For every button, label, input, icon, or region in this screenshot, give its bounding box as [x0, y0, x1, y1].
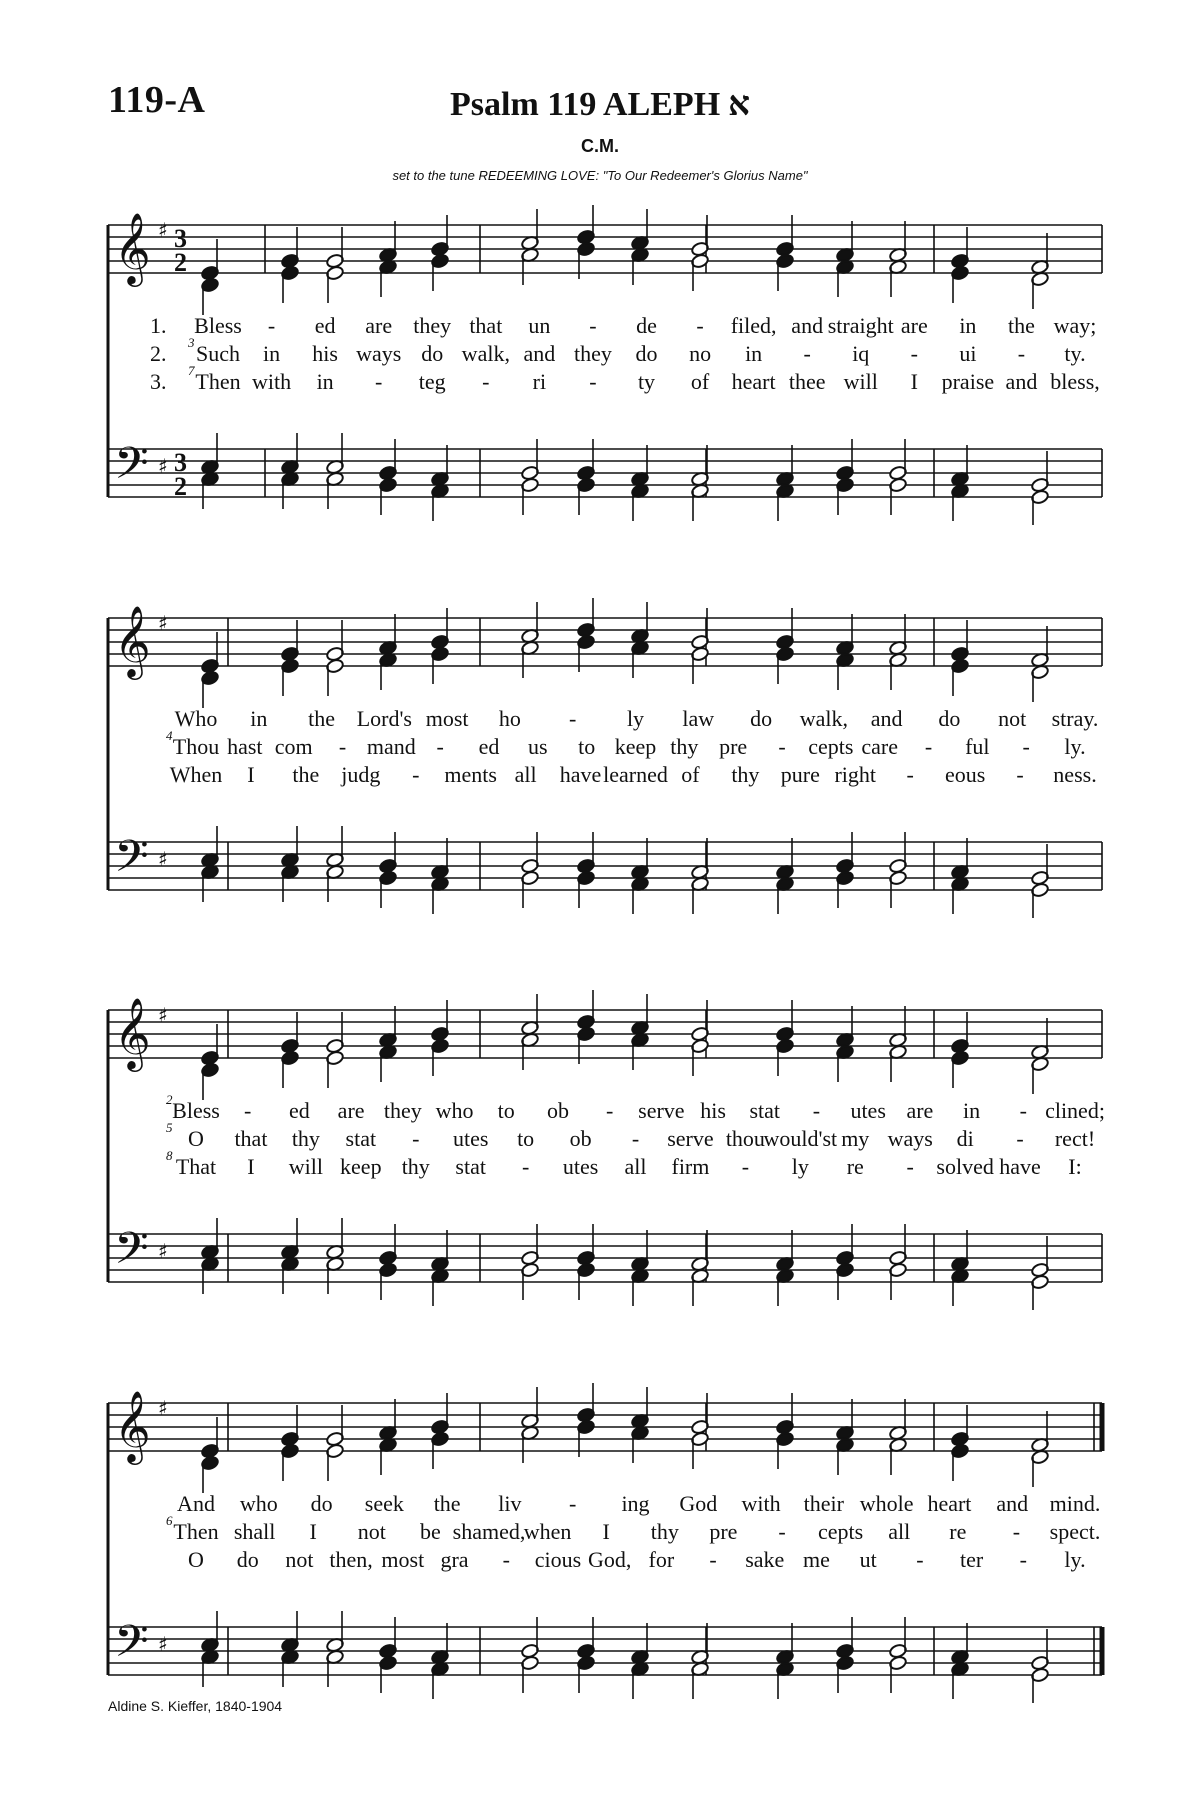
lyric-syllable: most [381, 1547, 425, 1572]
lyric-syllable: not [357, 1519, 386, 1544]
lyric-syllable: And [177, 1491, 215, 1516]
treble-time-signature-digit: 2 [174, 248, 187, 277]
lyric-syllable: O [188, 1126, 204, 1151]
lyric-line-1 [0, 313, 1200, 343]
lyric-syllable: who [435, 1098, 474, 1123]
lyric-syllable: ly. [1064, 734, 1086, 759]
lyric-syllable: I [910, 369, 918, 394]
lyric-syllable: seek [364, 1491, 404, 1516]
lyric-syllable: mand [366, 734, 416, 759]
lyric-syllable: firm [671, 1154, 710, 1179]
syllable-hyphen: - [803, 341, 811, 366]
lyric-syllable: Lord's [356, 706, 412, 731]
verse-number: 1. [150, 313, 167, 338]
syllable-hyphen: - [605, 1098, 614, 1123]
lyric-syllable: are [906, 1098, 934, 1123]
lyric-syllable: eous [944, 762, 986, 787]
lyric-syllable: Who [174, 706, 218, 731]
lyric-syllable: the [433, 1491, 461, 1516]
lyric-syllable: I [247, 762, 255, 787]
lyric-line-1 [0, 706, 1200, 736]
lyric-syllable: Bless [194, 313, 242, 338]
syllable-hyphen: - [521, 1154, 530, 1179]
lyric-syllable: ways [887, 1126, 933, 1151]
lyric-syllable: shall [233, 1519, 276, 1544]
syllable-hyphen: - [267, 313, 276, 338]
lyric-line-3 [0, 1547, 1200, 1577]
lyric-syllable: utes [562, 1154, 599, 1179]
lyric-syllable: thy [670, 734, 699, 759]
lyric-syllable: ty. [1064, 341, 1086, 366]
lyric-syllable: I: [1068, 1154, 1082, 1179]
lyric-syllable: of [690, 369, 710, 394]
lyric-syllable: in [959, 313, 977, 338]
lyric-syllable: Bless [172, 1098, 220, 1123]
lyric-syllable: keep [614, 734, 657, 759]
verse-superscript: 8 [166, 1148, 173, 1163]
syllable-hyphen: - [778, 1519, 786, 1544]
hymn-title [0, 86, 1200, 124]
lyric-syllable: pre [709, 1519, 738, 1544]
lyric-syllable: God, [587, 1547, 632, 1572]
lyric-syllable: have [559, 762, 602, 787]
verse-superscript: 3 [188, 335, 195, 350]
lyric-syllable: cepts [817, 1519, 864, 1544]
sharp-icon: ♯ [158, 1003, 168, 1027]
lyric-syllable: walk, [461, 341, 510, 366]
lyric-syllable: liv [498, 1491, 522, 1516]
lyric-syllable: for [648, 1547, 675, 1572]
lyric-syllable: spect. [1049, 1519, 1101, 1544]
lyric-syllable: will [843, 369, 878, 394]
lyric-syllable: Then [195, 369, 241, 394]
verse-number: 2. [150, 341, 167, 366]
lyric-syllable: and [996, 1491, 1029, 1516]
lyric-syllable: ri [532, 369, 547, 394]
lyric-syllable: have [999, 1154, 1041, 1179]
lyric-syllable: learned [603, 762, 668, 787]
lyric-syllable: me [803, 1547, 830, 1572]
lyric-syllable: ob [569, 1126, 592, 1151]
lyric-syllable: heart [927, 1491, 972, 1516]
lyric-syllable: thy [401, 1154, 430, 1179]
lyric-syllable: law [682, 706, 715, 731]
lyric-syllable: cepts [808, 734, 854, 759]
lyric-syllable: most [425, 706, 469, 731]
syllable-hyphen: - [1019, 1547, 1027, 1572]
lyric-syllable: Such [196, 341, 240, 366]
lyric-syllable: mind. [1049, 1491, 1101, 1516]
lyric-syllable: us [528, 734, 548, 759]
lyric-syllable: ly. [1064, 1547, 1086, 1572]
bass-time-signature-digit: 3 [174, 448, 187, 477]
lyric-syllable: thou [725, 1126, 765, 1151]
lyric-line-2 [0, 335, 1200, 371]
lyric-syllable: and [523, 341, 556, 366]
lyric-syllable: are [365, 313, 393, 338]
lyric-syllable: thy [650, 1519, 679, 1544]
lyric-syllable: all [888, 1519, 911, 1544]
sharp-icon: ♯ [158, 1632, 168, 1656]
lyric-syllable: I [309, 1519, 317, 1544]
lyric-syllable: do [750, 706, 773, 731]
music-system-2 [0, 598, 1200, 918]
sharp-icon: ♯ [158, 1396, 168, 1420]
lyric-syllable: with [741, 1491, 781, 1516]
lyric-syllable: ut [859, 1547, 877, 1572]
lyric-syllable: not [998, 706, 1027, 731]
lyric-syllable: ing [621, 1491, 650, 1516]
bass-clef-icon: 𝄢 [114, 437, 149, 500]
lyric-syllable: re [949, 1519, 967, 1544]
lyric-line-3 [0, 363, 1200, 399]
lyric-syllable: ob [546, 1098, 569, 1123]
lyric-syllable: praise [941, 369, 995, 394]
syllable-hyphen: - [338, 734, 347, 759]
verse-superscript: 6 [166, 1513, 173, 1528]
lyric-syllable: ed [289, 1098, 310, 1123]
lyric-syllable: I [247, 1154, 255, 1179]
lyric-syllable: ui [959, 341, 977, 366]
syllable-hyphen: - [709, 1547, 717, 1572]
lyric-syllable: ful [965, 734, 990, 759]
lyric-syllable: ter [959, 1547, 984, 1572]
lyric-syllable: in [316, 369, 334, 394]
hymn-title-text: Psalm 119 ALEPH [450, 86, 721, 123]
lyric-syllable: stat [455, 1154, 486, 1179]
lyric-syllable: hast [227, 734, 263, 759]
lyric-syllable: in [745, 341, 763, 366]
syllable-hyphen: - [589, 369, 597, 394]
syllable-hyphen: - [1022, 734, 1030, 759]
lyric-syllable: iq [852, 341, 870, 366]
treble-clef-icon: 𝄞 [114, 211, 151, 284]
treble-time-signature-digit: 3 [174, 224, 187, 253]
lyric-line-2 [0, 1513, 1200, 1549]
lyric-syllable: filed, [730, 313, 777, 338]
lyric-line-3 [0, 1148, 1200, 1184]
syllable-hyphen: - [812, 1098, 821, 1123]
lyric-syllable: serve [638, 1098, 685, 1123]
lyric-syllable: O [188, 1547, 204, 1572]
lyric-syllable: When [169, 762, 223, 787]
lyric-syllable: when [523, 1519, 572, 1544]
lyric-syllable: pure [780, 762, 820, 787]
lyric-syllable: re [846, 1154, 864, 1179]
syllable-hyphen: - [906, 762, 914, 787]
syllable-hyphen: - [924, 734, 933, 759]
lyric-syllable: his [312, 341, 338, 366]
verse-superscript: 7 [188, 363, 195, 378]
treble-clef-icon: 𝄞 [114, 996, 151, 1069]
lyric-syllable: their [803, 1491, 845, 1516]
lyric-syllable: do [938, 706, 961, 731]
lyric-syllable: I [602, 1519, 610, 1544]
bass-clef-icon: 𝄢 [114, 1615, 149, 1678]
lyric-syllable: of [681, 762, 700, 787]
lyric-syllable: who [239, 1491, 278, 1516]
sharp-icon: ♯ [158, 847, 168, 871]
lyric-syllable: do [236, 1547, 259, 1572]
lyric-syllable: de [636, 313, 657, 338]
lyric-syllable: that [234, 1126, 268, 1151]
lyric-syllable: shamed, [452, 1519, 526, 1544]
syllable-hyphen: - [916, 1547, 924, 1572]
sharp-icon: ♯ [158, 1239, 168, 1263]
lyric-syllable: thy [731, 762, 760, 787]
music-system-3 [0, 990, 1200, 1310]
syllable-hyphen: - [1017, 341, 1026, 366]
syllable-hyphen: - [569, 706, 577, 731]
lyric-syllable: God [679, 1491, 718, 1516]
lyric-syllable: be [420, 1519, 441, 1544]
lyric-syllable: all [514, 762, 537, 787]
syllable-hyphen: - [778, 734, 786, 759]
lyric-syllable: utes [452, 1126, 489, 1151]
bass-clef-icon: 𝄢 [114, 1222, 149, 1285]
lyric-syllable: to [578, 734, 596, 759]
lyric-syllable: no [689, 341, 712, 366]
sharp-icon: ♯ [158, 454, 168, 478]
lyric-syllable: clined; [1045, 1098, 1105, 1123]
syllable-hyphen: - [569, 1491, 577, 1516]
lyric-line-2 [0, 728, 1200, 764]
lyric-syllable: walk, [799, 706, 848, 731]
lyric-syllable: ways [356, 341, 402, 366]
verse-number: 3. [150, 369, 167, 394]
syllable-hyphen: - [436, 734, 444, 759]
lyric-syllable: thee [788, 369, 826, 394]
lyric-syllable: whole [859, 1491, 914, 1516]
syllable-hyphen: - [741, 1154, 750, 1179]
lyric-syllable: ly [626, 706, 645, 731]
lyric-syllable: and [791, 313, 824, 338]
lyric-syllable: to [517, 1126, 535, 1151]
lyric-syllable: stray. [1051, 706, 1099, 731]
lyric-syllable: ho [498, 706, 521, 731]
treble-clef-icon: 𝄞 [114, 1389, 151, 1462]
lyric-syllable: sake [745, 1547, 785, 1572]
lyric-syllable: cious [534, 1547, 582, 1572]
lyric-syllable: with [252, 369, 292, 394]
lyric-syllable: ty [637, 369, 656, 394]
lyric-syllable: rect! [1054, 1126, 1096, 1151]
music-system-4 [0, 1383, 1200, 1703]
lyric-syllable: and [1005, 369, 1038, 394]
lyric-syllable: his [700, 1098, 726, 1123]
lyric-syllable: Thou [172, 734, 220, 759]
lyric-syllable: then, [329, 1547, 373, 1572]
syllable-hyphen: - [696, 313, 704, 338]
lyric-syllable: to [497, 1098, 515, 1123]
lyric-syllable: will [288, 1154, 323, 1179]
verse-superscript: 5 [166, 1120, 173, 1135]
bass-time-signature-digit: 2 [174, 472, 187, 501]
lyric-syllable: com [274, 734, 313, 759]
lyric-line-2 [0, 1120, 1200, 1156]
tune-note: set to the tune REDEEMING LOVE: "To Our Redeemer's Glorius Name" [392, 168, 808, 183]
lyric-syllable: stat [749, 1098, 781, 1123]
syllable-hyphen: - [1019, 1098, 1027, 1123]
music-system-1 [0, 205, 1200, 525]
author-credit: Aldine S. Kieffer, 1840-1904 [108, 1698, 283, 1714]
lyric-syllable: judg [341, 762, 381, 787]
syllable-hyphen: - [1012, 1519, 1021, 1544]
lyric-syllable: thy [291, 1126, 320, 1151]
lyric-syllable: in [250, 706, 268, 731]
lyric-syllable: and [870, 706, 903, 731]
verse-superscript: 2 [166, 1092, 173, 1107]
lyric-syllable: ments [444, 762, 497, 787]
lyric-syllable: do [421, 341, 444, 366]
lyric-syllable: bless, [1050, 369, 1100, 394]
lyric-syllable: right [834, 762, 877, 787]
lyric-syllable: the [1007, 313, 1035, 338]
syllable-hyphen: - [631, 1126, 640, 1151]
syllable-hyphen: - [502, 1547, 510, 1572]
lyric-syllable: my [841, 1126, 870, 1151]
lyric-line-1 [0, 1491, 1200, 1521]
lyric-syllable: Then [173, 1519, 219, 1544]
syllable-hyphen: - [1016, 1126, 1024, 1151]
lyric-syllable: all [624, 1154, 647, 1179]
bass-clef-icon: 𝄢 [114, 830, 149, 893]
lyric-syllable: they [573, 341, 612, 366]
syllable-hyphen: - [412, 1126, 420, 1151]
lyric-syllable: pre [719, 734, 748, 759]
lyric-syllable: un [528, 313, 551, 338]
lyric-syllable: keep [340, 1154, 382, 1179]
syllable-hyphen: - [482, 369, 490, 394]
syllable-hyphen: - [906, 1154, 914, 1179]
lyric-syllable: That [175, 1154, 217, 1179]
lyric-syllable: in [963, 1098, 981, 1123]
lyric-syllable: straight [827, 313, 894, 338]
lyric-syllable: serve [667, 1126, 714, 1151]
lyric-syllable: utes [850, 1098, 886, 1123]
hymn-number: 119-A [108, 79, 206, 121]
syllable-hyphen: - [412, 762, 420, 787]
lyric-syllable: heart [731, 369, 776, 394]
lyric-syllable: are [337, 1098, 365, 1123]
lyric-syllable: care [861, 734, 898, 759]
lyric-syllable: way; [1053, 313, 1097, 338]
hebrew-letter: א [728, 86, 750, 123]
lyric-syllable: ness. [1053, 762, 1097, 787]
lyric-syllable: that [469, 313, 503, 338]
lyric-syllable: di [956, 1126, 974, 1151]
lyric-line-1 [0, 1092, 1200, 1128]
lyric-syllable: in [263, 341, 281, 366]
lyric-syllable: ed [478, 734, 500, 759]
sharp-icon: ♯ [158, 218, 168, 242]
lyric-syllable: do [635, 341, 658, 366]
syllable-hyphen: - [375, 369, 383, 394]
meter-label: C.M. [581, 136, 619, 156]
lyric-syllable: would'st [763, 1126, 838, 1151]
lyric-syllable: teg [418, 369, 446, 394]
syllable-hyphen: - [1016, 762, 1024, 787]
treble-clef-icon: 𝄞 [114, 604, 151, 677]
lyric-syllable: solved [936, 1154, 994, 1179]
sharp-icon: ♯ [158, 611, 168, 635]
lyric-syllable: ed [314, 313, 336, 338]
verse-superscript: 4 [166, 728, 173, 743]
lyric-syllable: are [900, 313, 928, 338]
lyric-syllable: they [383, 1098, 422, 1123]
lyric-syllable: gra [440, 1547, 469, 1572]
syllable-hyphen: - [589, 313, 597, 338]
lyric-syllable: the [308, 706, 336, 731]
lyric-syllable: do [310, 1491, 333, 1516]
lyric-syllable: the [292, 762, 320, 787]
syllable-hyphen: - [910, 341, 918, 366]
lyric-syllable: not [285, 1547, 314, 1572]
lyric-syllable: they [413, 313, 452, 338]
lyric-syllable: stat [345, 1126, 377, 1151]
lyric-line-3 [0, 762, 1200, 792]
lyric-syllable: ly [791, 1154, 809, 1179]
syllable-hyphen: - [244, 1098, 252, 1123]
